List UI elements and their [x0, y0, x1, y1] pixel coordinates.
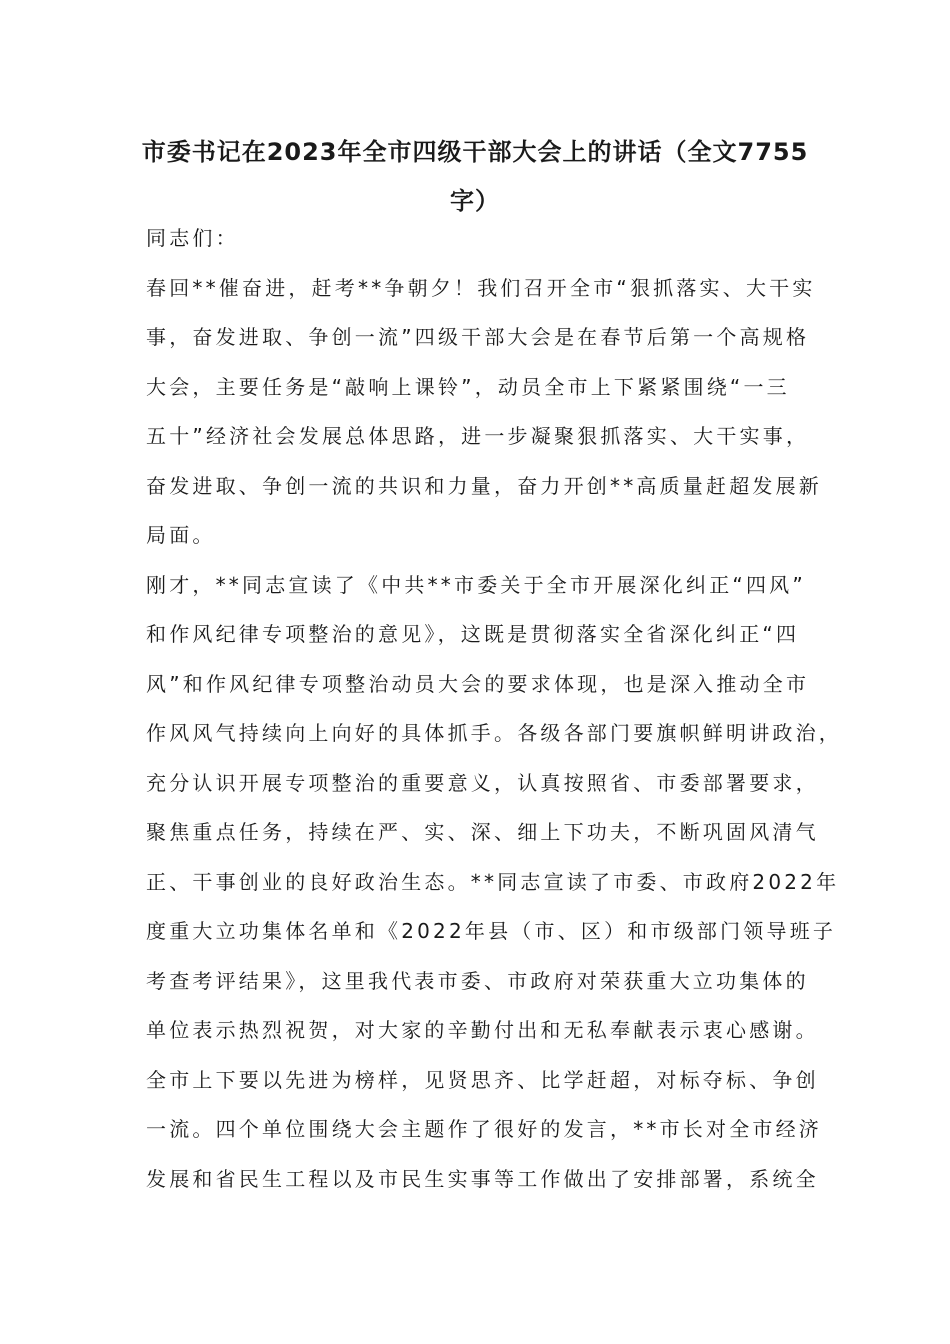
text-line: 全市上下要以先进为榜样，见贤思齐、比学赶超，对标夺标、争创 — [146, 1067, 819, 1092]
text-line: 同志们： — [146, 226, 239, 250]
text-line: 五十”经济社会发展总体思路，进一步凝聚狠抓落实、大干实事， — [146, 424, 810, 448]
text-line: 作风风气持续向上向好的具体抓手。各级各部门要旗帜鲜明讲政治， — [146, 721, 842, 745]
text-line: 充分认识开展专项整治的重要意义，认真按照省、市委部署要求， — [146, 770, 819, 795]
text-line: 单位表示热烈祝贺，对大家的辛勤付出和无私奉献表示衷心感谢。 — [146, 1018, 819, 1042]
text-line: 事，奋发进取、争创一流”四级干部大会是在春节后第一个高规格 — [146, 325, 810, 349]
text-line: 春回**催奋进，赶考**争朝夕！我们召开全市“狠抓落实、大干实 — [146, 275, 816, 300]
text-line: 正、干事创业的良好政治生态。**同志宣读了市委、市政府2022年 — [146, 869, 840, 894]
document-body — [146, 214, 842, 1204]
text-line: 一流。四个单位围绕大会主题作了很好的发言，**市长对全市经济 — [146, 1117, 822, 1141]
text-line: 发展和省民生工程以及市民生实事等工作做出了安排部署，系统全 — [146, 1166, 819, 1191]
text-line: 大会，主要任务是“敲响上课铃”，动员全市上下紧紧围绕“一三 — [146, 374, 790, 399]
text-line: 聚焦重点任务，持续在严、实、深、细上下功夫，不断巩固风清气 — [146, 820, 819, 844]
text-line: 和作风纪律专项整治的意见》，这既是贯彻落实全省深化纠正“四 — [146, 622, 800, 646]
text-line: 刚才，**同志宣读了《中共**市委关于全市开展深化纠正“四风” — [146, 572, 806, 597]
text-line: 风”和作风纪律专项整治动员大会的要求体现，也是深入推动全市 — [146, 671, 810, 696]
document-title-line-1: 市委书记在2023年全市四级干部大会上的讲话（全文7755 — [141, 138, 809, 166]
text-line: 考查考评结果》，这里我代表市委、市政府对荣获重大立功集体的 — [146, 968, 809, 993]
text-line: 奋发进取、争创一流的共识和力量，奋力开创**高质量赶超发展新 — [146, 473, 822, 498]
text-line: 局面。 — [146, 523, 216, 547]
text-line: 度重大立功集体名单和《2022年县（市、区）和市级部门领导班子 — [146, 919, 837, 943]
document-title-line-2: 字） — [450, 187, 500, 215]
